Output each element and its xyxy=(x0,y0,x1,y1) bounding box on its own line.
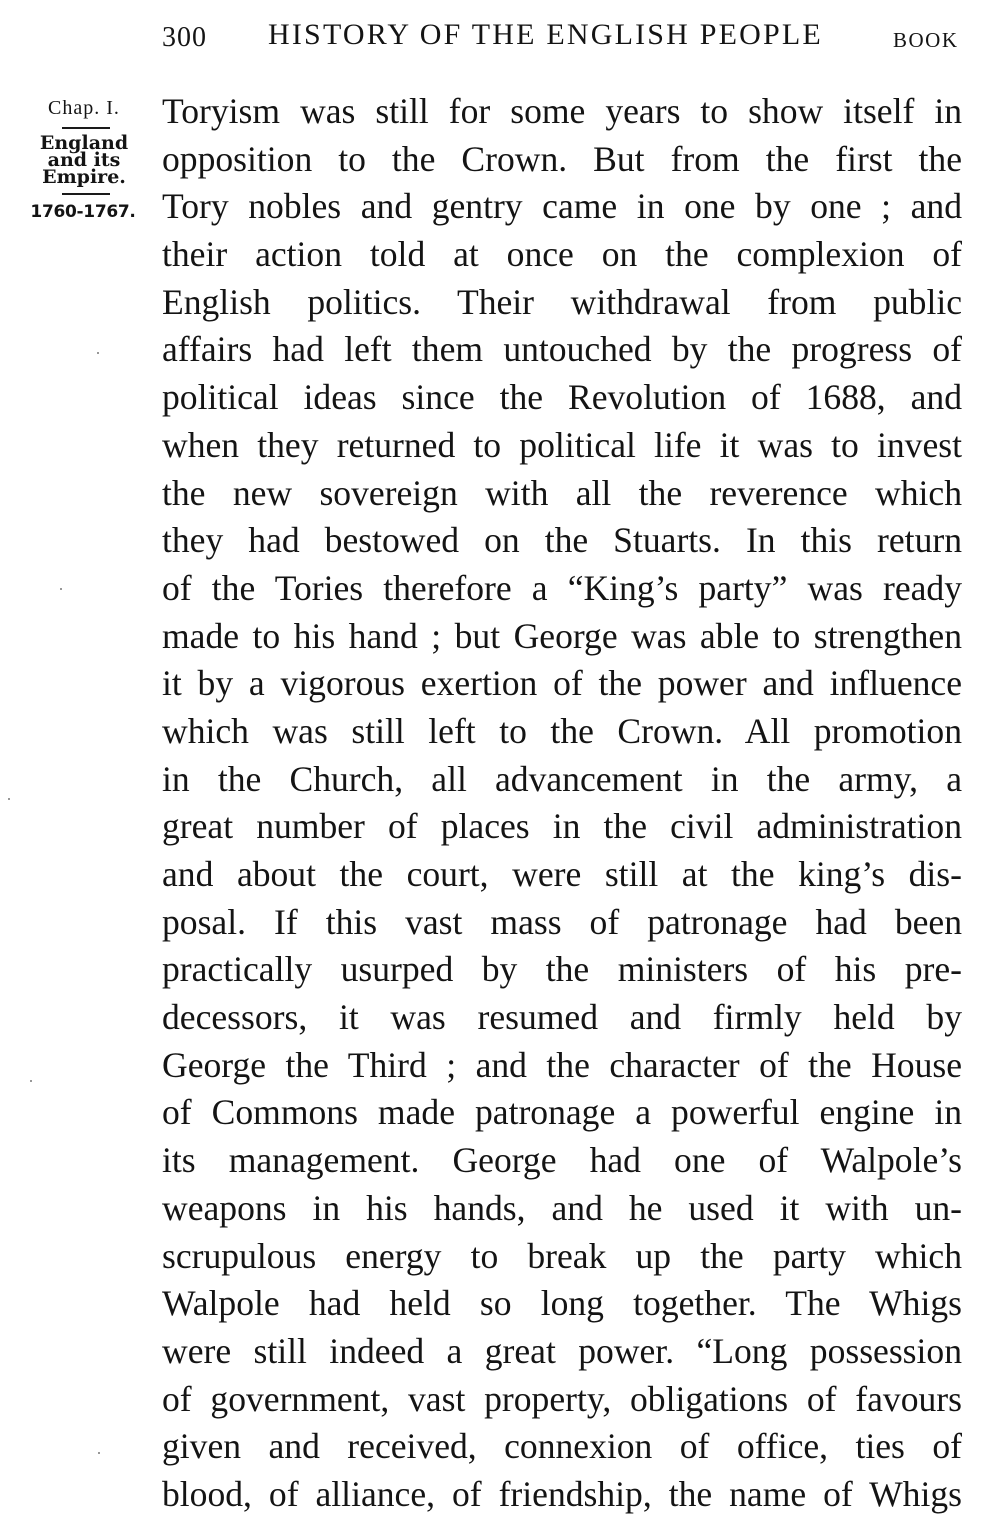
running-title: HISTORY OF THE ENGLISH PEOPLE xyxy=(268,18,823,51)
body-line: of Commons made patronage a powerful engine in xyxy=(162,1092,962,1133)
scan-speck xyxy=(98,1452,100,1454)
body-text xyxy=(162,88,962,1519)
body-line: which was still left to the Crown. All promotion xyxy=(162,710,962,751)
body-line: affairs had left them untouched by the progress of xyxy=(162,329,962,370)
body-line: made to his hand ; but George was able to strengthen xyxy=(162,615,962,656)
body-line: Tory nobles and gentry came in one by one ; and xyxy=(162,186,962,227)
scan-speck xyxy=(60,588,62,590)
body-line: in the Church, all advancement in the army, a xyxy=(162,758,962,799)
sidenote-rule-top xyxy=(62,127,110,129)
body-line: their action told at once on the complexion of xyxy=(162,234,962,275)
body-line: given and received, connexion of office, ties of xyxy=(162,1426,962,1467)
body-line: Toryism was still for some years to show itself in xyxy=(162,91,962,131)
body-line: political ideas since the Revolution of 1688, and xyxy=(162,377,962,418)
sidenote-rule-bottom xyxy=(62,193,110,195)
body-line: George the Third ; and the character of the House xyxy=(162,1044,962,1085)
margin-notes xyxy=(20,96,140,223)
sidenote-topic-line: Empire. xyxy=(42,166,126,188)
body-line: of government, vast property, obligations of favours xyxy=(162,1378,962,1419)
body-line: Walpole had held so long together. The Whigs xyxy=(162,1283,962,1324)
sidenote-topic-line: England xyxy=(39,132,129,154)
body-line: posal. If this vast mass of patronage had been xyxy=(162,901,962,942)
running-head xyxy=(0,14,1000,58)
page-number: 300 xyxy=(162,22,207,53)
body-line: scrupulous energy to break up the party which xyxy=(162,1235,962,1276)
body-line: opposition to the Crown. But from the first the xyxy=(162,138,962,179)
body-line: of the Tories therefore a “King’s party” was ready xyxy=(162,567,962,608)
body-line: great number of places in the civil administration xyxy=(162,806,962,847)
body-line: weapons in his hands, and he used it with un- xyxy=(162,1187,962,1228)
body-line: and about the court, were still at the king’s dis- xyxy=(162,854,962,894)
body-line: were still indeed a great power. “Long possession xyxy=(162,1330,962,1371)
body-line: they had bestowed on the Stuarts. In this return xyxy=(162,520,962,561)
chapter-label: Chap. I. xyxy=(48,97,120,119)
body-line: it by a vigorous exertion of the power and influence xyxy=(162,663,962,704)
sidenote-topic xyxy=(20,132,140,188)
body-line: the new sovereign with all the reverence which xyxy=(162,472,962,513)
body-line: blood, of alliance, of friendship, the name of Whigs xyxy=(162,1473,962,1514)
scan-speck xyxy=(8,798,10,800)
sidenote-years: 1760-1767. xyxy=(30,202,136,222)
body-line: practically usurped by the ministers of his pre- xyxy=(162,949,962,990)
body-line: English politics. Their withdrawal from public xyxy=(162,281,962,322)
book-label: BOOK xyxy=(893,28,959,52)
body-line: its management. George had one of Walpole’s xyxy=(162,1140,962,1181)
scan-speck xyxy=(30,1080,32,1082)
scan-speck xyxy=(97,352,99,354)
sidenote-topic-line: and its xyxy=(47,149,121,171)
body-line: decessors, it was resumed and firmly held by xyxy=(162,997,962,1038)
body-line: when they returned to political life it was to invest xyxy=(162,424,962,465)
